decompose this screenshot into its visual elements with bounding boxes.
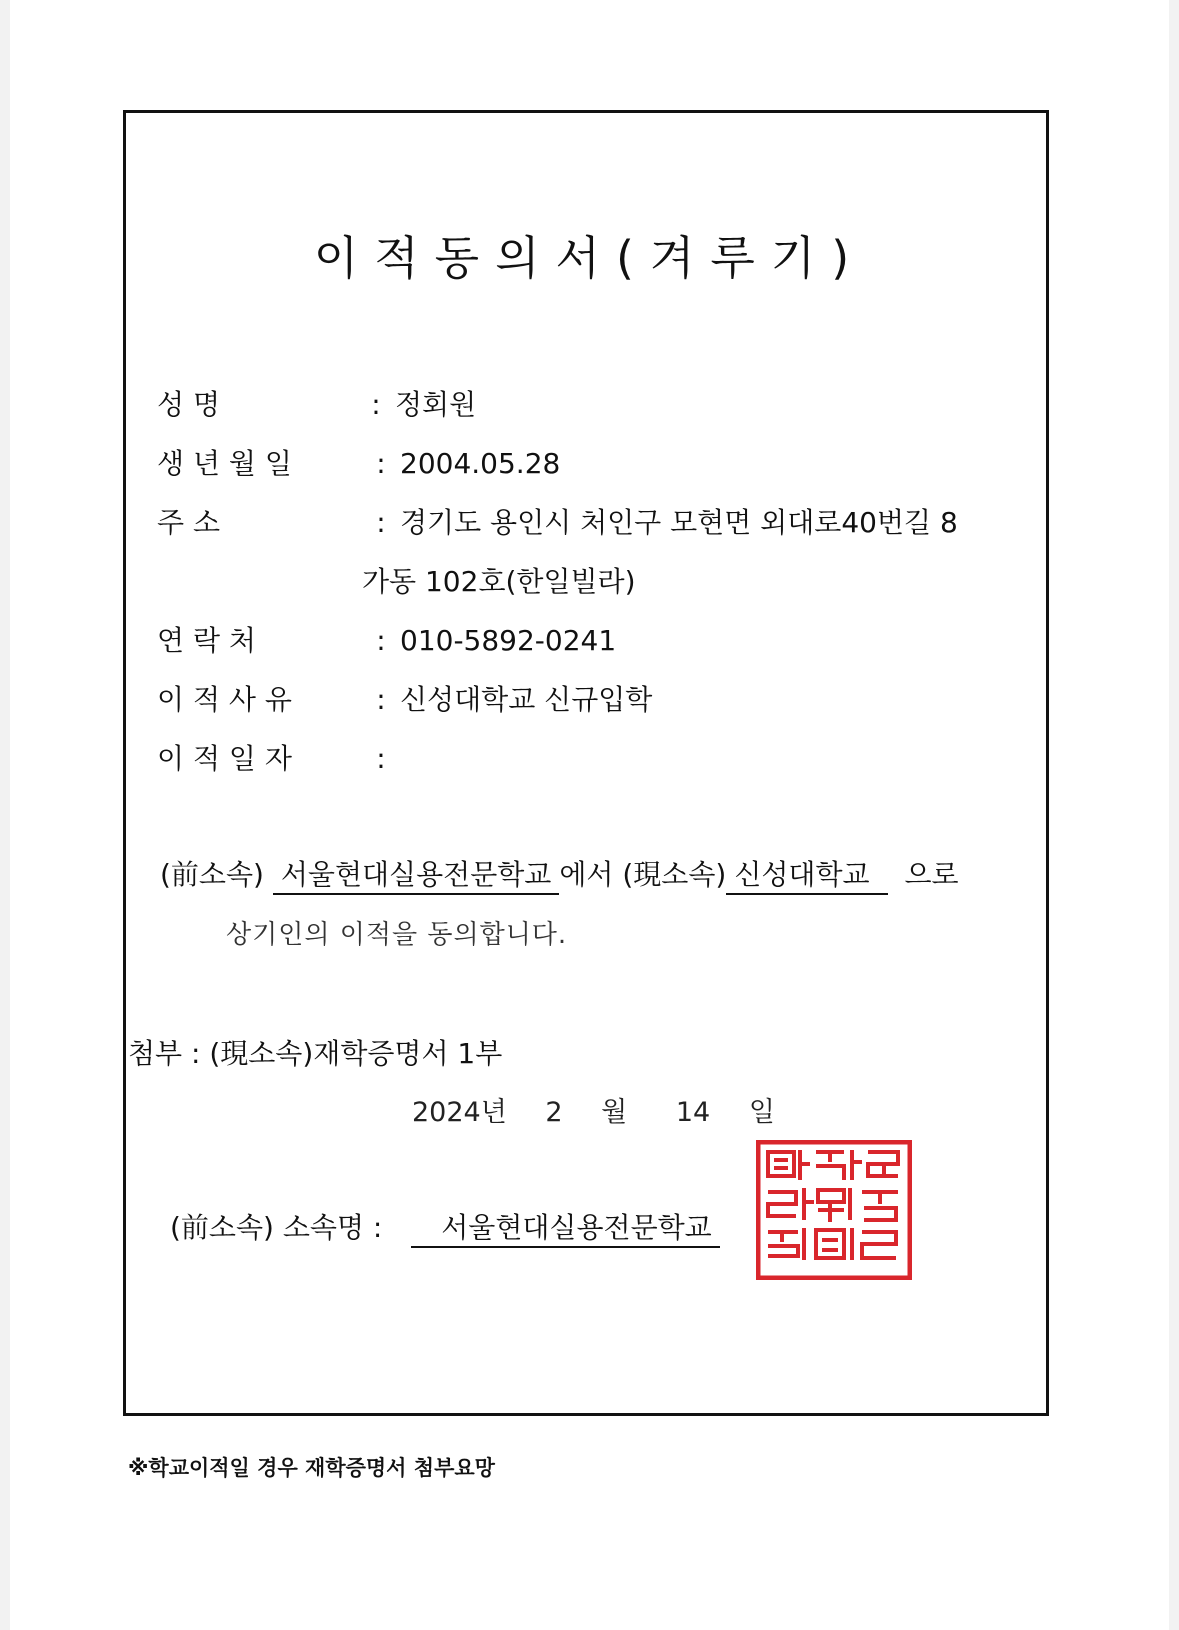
signature-line — [170, 1206, 720, 1248]
field-reason-value: 신성대학교 신규입학 — [400, 683, 653, 716]
colon: : — [376, 447, 386, 480]
consent-line — [160, 853, 959, 895]
document-title: 이적동의서(겨루기) — [313, 231, 866, 285]
colon: : — [371, 388, 381, 421]
prev-affiliation-label: (前소속) — [160, 858, 264, 891]
footnote: ※학교이적일 경우 재학증명서 첨부요망 — [128, 1456, 495, 1480]
date-month: 2 — [545, 1097, 563, 1128]
field-reason — [157, 678, 652, 718]
field-birth-value: 2004.05.28 — [400, 447, 561, 480]
curr-school-name: 신성대학교 — [726, 860, 887, 895]
date-day-unit: 일 — [748, 1097, 775, 1128]
colon: : — [376, 506, 386, 539]
attachment-line: 첨부 : (現소속)재학증명서 1부 — [128, 1037, 503, 1070]
to-text: 으로 — [904, 858, 959, 891]
field-transfer-date-label: 이 적 일 자 — [157, 742, 292, 775]
date-year: 2024년 — [412, 1097, 507, 1128]
field-birth-label: 생 년 월 일 — [157, 447, 292, 480]
seal-glyphs — [768, 1150, 898, 1260]
colon: : — [376, 624, 386, 657]
signature-school-name: 서울현대실용전문학교 — [411, 1213, 719, 1248]
field-address-label: 주 소 — [157, 506, 220, 539]
field-name-label: 성 명 — [157, 388, 220, 421]
field-address — [157, 501, 958, 541]
curr-affiliation-label: (現소속) — [622, 858, 727, 891]
date-day: 14 — [675, 1097, 711, 1128]
consent-statement: 상기인의 이적을 동의합니다. — [226, 920, 568, 950]
date-month-unit: 월 — [601, 1097, 628, 1128]
field-address-value-line2: 가동 102호(한일빌라) — [362, 565, 636, 598]
field-birth — [157, 442, 560, 482]
field-name-value: 정회원 — [395, 388, 477, 421]
colon: : — [376, 683, 386, 716]
field-reason-label: 이 적 사 유 — [157, 683, 292, 716]
official-seal — [756, 1140, 912, 1280]
field-address-value-line1: 경기도 용인시 처인구 모현면 외대로40번길 8 — [400, 506, 958, 539]
from-text: 에서 — [559, 858, 614, 891]
document-date — [412, 1090, 775, 1129]
prev-school-name: 서울현대실용전문학교 — [273, 860, 559, 895]
field-contact-label: 연 락 처 — [157, 624, 256, 657]
colon: : — [376, 742, 386, 775]
field-transfer-date — [157, 737, 400, 777]
field-contact-value: 010-5892-0241 — [400, 624, 617, 657]
signature-label: (前소속) 소속명 : — [170, 1211, 383, 1244]
field-contact — [157, 619, 616, 659]
field-name — [157, 383, 476, 423]
